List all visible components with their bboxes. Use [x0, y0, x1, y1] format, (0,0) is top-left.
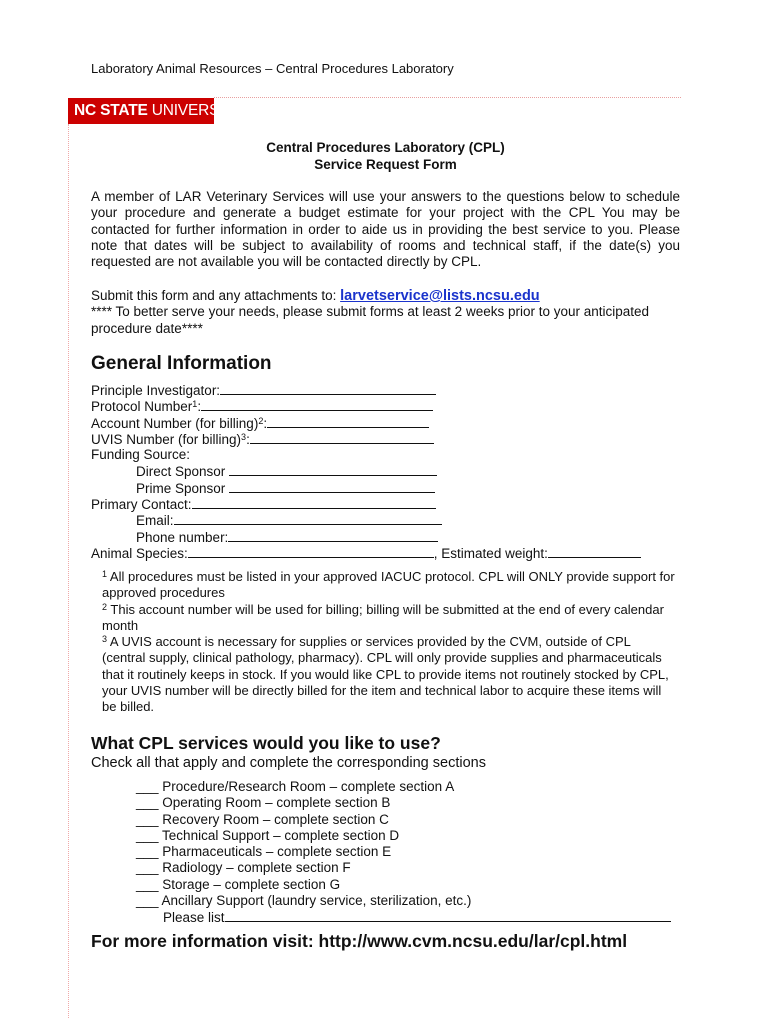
submit-line [91, 288, 691, 304]
email-row [91, 512, 691, 528]
service-check-blank[interactable]: ___ [136, 876, 159, 892]
footnote-1-text: All procedures must be listed in your approved IACUC protocol. CPL will ONLY provide support for approved procedures [102, 569, 675, 601]
service-item[interactable] [136, 795, 696, 811]
uvis-label: UVIS Number (for billing) [91, 431, 242, 447]
account-field[interactable] [267, 415, 429, 428]
footnote-1 [102, 569, 677, 602]
weight-label: , Estimated weight: [433, 545, 548, 561]
account-footnote-ref: 2 [258, 415, 264, 426]
submit-note: **** To better serve your needs, please submit forms at least 2 weeks prior to your anticipated procedure date**** [91, 304, 650, 336]
prime-sponsor-field[interactable] [229, 480, 435, 493]
footnote-3 [102, 634, 677, 715]
prime-sponsor-row [91, 480, 691, 496]
prime-sponsor-label: Prime Sponsor [136, 480, 226, 496]
service-item[interactable] [136, 779, 696, 795]
service-label: Recovery Room – complete section C [162, 811, 389, 827]
service-item[interactable] [136, 844, 696, 860]
service-label: Storage – complete section G [162, 876, 341, 892]
species-label: Animal Species: [91, 545, 188, 561]
service-check-blank[interactable]: ___ [136, 827, 159, 843]
uvis-footnote-ref: 3 [241, 431, 247, 442]
uvis-field[interactable] [250, 431, 434, 444]
service-check-blank[interactable]: ___ [136, 844, 159, 860]
service-item[interactable] [136, 812, 696, 828]
title-line-1: Central Procedures Laboratory (CPL) [266, 140, 505, 155]
services-subtitle: Check all that apply and complete the corresponding sections [91, 755, 486, 771]
primary-contact-label: Primary Contact: [91, 497, 192, 513]
footnote-3-num: 3 [102, 634, 108, 645]
running-header: Laboratory Animal Resources – Central Procedures Laboratory [91, 61, 454, 76]
top-divider [214, 97, 681, 98]
please-list-field[interactable] [225, 909, 671, 922]
pi-row [91, 382, 691, 398]
service-label: Ancillary Support (laundry service, sterilization, etc.) [161, 893, 472, 909]
service-check-blank[interactable]: ___ [136, 860, 159, 876]
footnotes [102, 569, 677, 716]
footnote-1-num: 1 [102, 569, 108, 579]
services-checklist [136, 779, 696, 926]
service-item[interactable] [136, 893, 696, 909]
protocol-row [91, 398, 691, 414]
more-info-link[interactable]: For more information visit: http://www.cvm.ncsu.edu/lar/cpl.html [91, 931, 628, 951]
submit-prefix: Submit this form and any attachments to: [91, 288, 337, 303]
title-line-2: Service Request Form [314, 157, 457, 172]
nc-state-logo [68, 98, 243, 124]
account-label: Account Number (for billing) [91, 415, 259, 431]
protocol-field[interactable] [201, 398, 433, 411]
submit-section [91, 288, 691, 337]
uvis-row [91, 431, 691, 447]
service-item[interactable] [136, 828, 696, 844]
service-label: Procedure/Research Room – complete section A [162, 779, 455, 794]
email-label: Email: [136, 513, 174, 529]
email-field[interactable] [174, 512, 442, 525]
pi-field[interactable] [220, 382, 436, 395]
uvis-colon: : [246, 431, 250, 447]
primary-contact-row [91, 496, 691, 512]
direct-sponsor-row [91, 463, 691, 479]
intro-paragraph: A member of LAR Veterinary Services will use your answers to the questions below to schedule your procedure and generate a budget estimate for your project with the CPL You may be contacted for further information in order to aide us in providing the best service to you. Please note that dates will be subject to availability of rooms and technical staff, if the date(s) you requested are not available you will be contacted directly by CPL. [91, 189, 680, 270]
form-title [91, 139, 680, 173]
left-margin-rule [68, 124, 69, 1018]
footnote-3-text: A UVIS account is necessary for supplies or services provided by the CVM, outside of CPL (central supply, clinical pathology, pharmacy). CPL will only provide supplies and pharmaceuticals that it routinely keeps in stock. If you would like CPL to provide items not routinely stocked by CPL, your UVIS number will be directly billed for the item and technical labor to acquire these items will be billed. [102, 634, 669, 715]
phone-field[interactable] [228, 529, 438, 542]
service-label: Operating Room – complete section B [162, 795, 391, 811]
service-check-blank[interactable]: ___ [136, 779, 159, 794]
service-label: Pharmaceuticals – complete section E [162, 844, 392, 860]
service-check-blank[interactable]: ___ [136, 795, 159, 811]
protocol-label: Protocol Number [91, 399, 193, 415]
service-check-blank[interactable]: ___ [136, 893, 159, 909]
direct-sponsor-label: Direct Sponsor [136, 464, 226, 480]
footnote-2 [102, 602, 677, 635]
footnote-2-num: 2 [102, 601, 108, 612]
species-row [91, 545, 691, 561]
primary-contact-field[interactable] [192, 496, 436, 509]
please-list-label: Please list [163, 910, 225, 926]
protocol-footnote-ref: 1 [192, 399, 198, 410]
logo-bold: NC STATE [74, 102, 148, 119]
protocol-colon: : [197, 399, 202, 415]
service-label: Technical Support – complete section D [162, 827, 400, 843]
footnote-2-text: This account number will be used for billing; billing will be submitted at the end of every calendar month [102, 601, 664, 633]
weight-field[interactable] [548, 545, 641, 558]
services-heading: What CPL services would you like to use? [91, 733, 441, 753]
phone-label: Phone number: [136, 529, 229, 545]
phone-row [91, 529, 691, 545]
submit-email-link[interactable]: larvetservice@lists.ncsu.edu [340, 288, 540, 304]
direct-sponsor-field[interactable] [229, 463, 437, 476]
service-item[interactable] [136, 877, 696, 893]
funding-row: Funding Source: [91, 447, 191, 463]
general-info-heading: General Information [91, 353, 272, 374]
logo-rest: UNIVERSITY [151, 102, 243, 119]
general-info-form [91, 382, 691, 561]
species-field[interactable] [188, 545, 434, 558]
service-item[interactable] [136, 860, 696, 876]
account-row [91, 415, 691, 431]
please-list-row [136, 909, 696, 925]
pi-label: Principle Investigator: [91, 383, 221, 398]
account-colon: : [263, 415, 268, 431]
service-check-blank[interactable]: ___ [136, 811, 159, 827]
service-label: Radiology – complete section F [162, 860, 351, 876]
